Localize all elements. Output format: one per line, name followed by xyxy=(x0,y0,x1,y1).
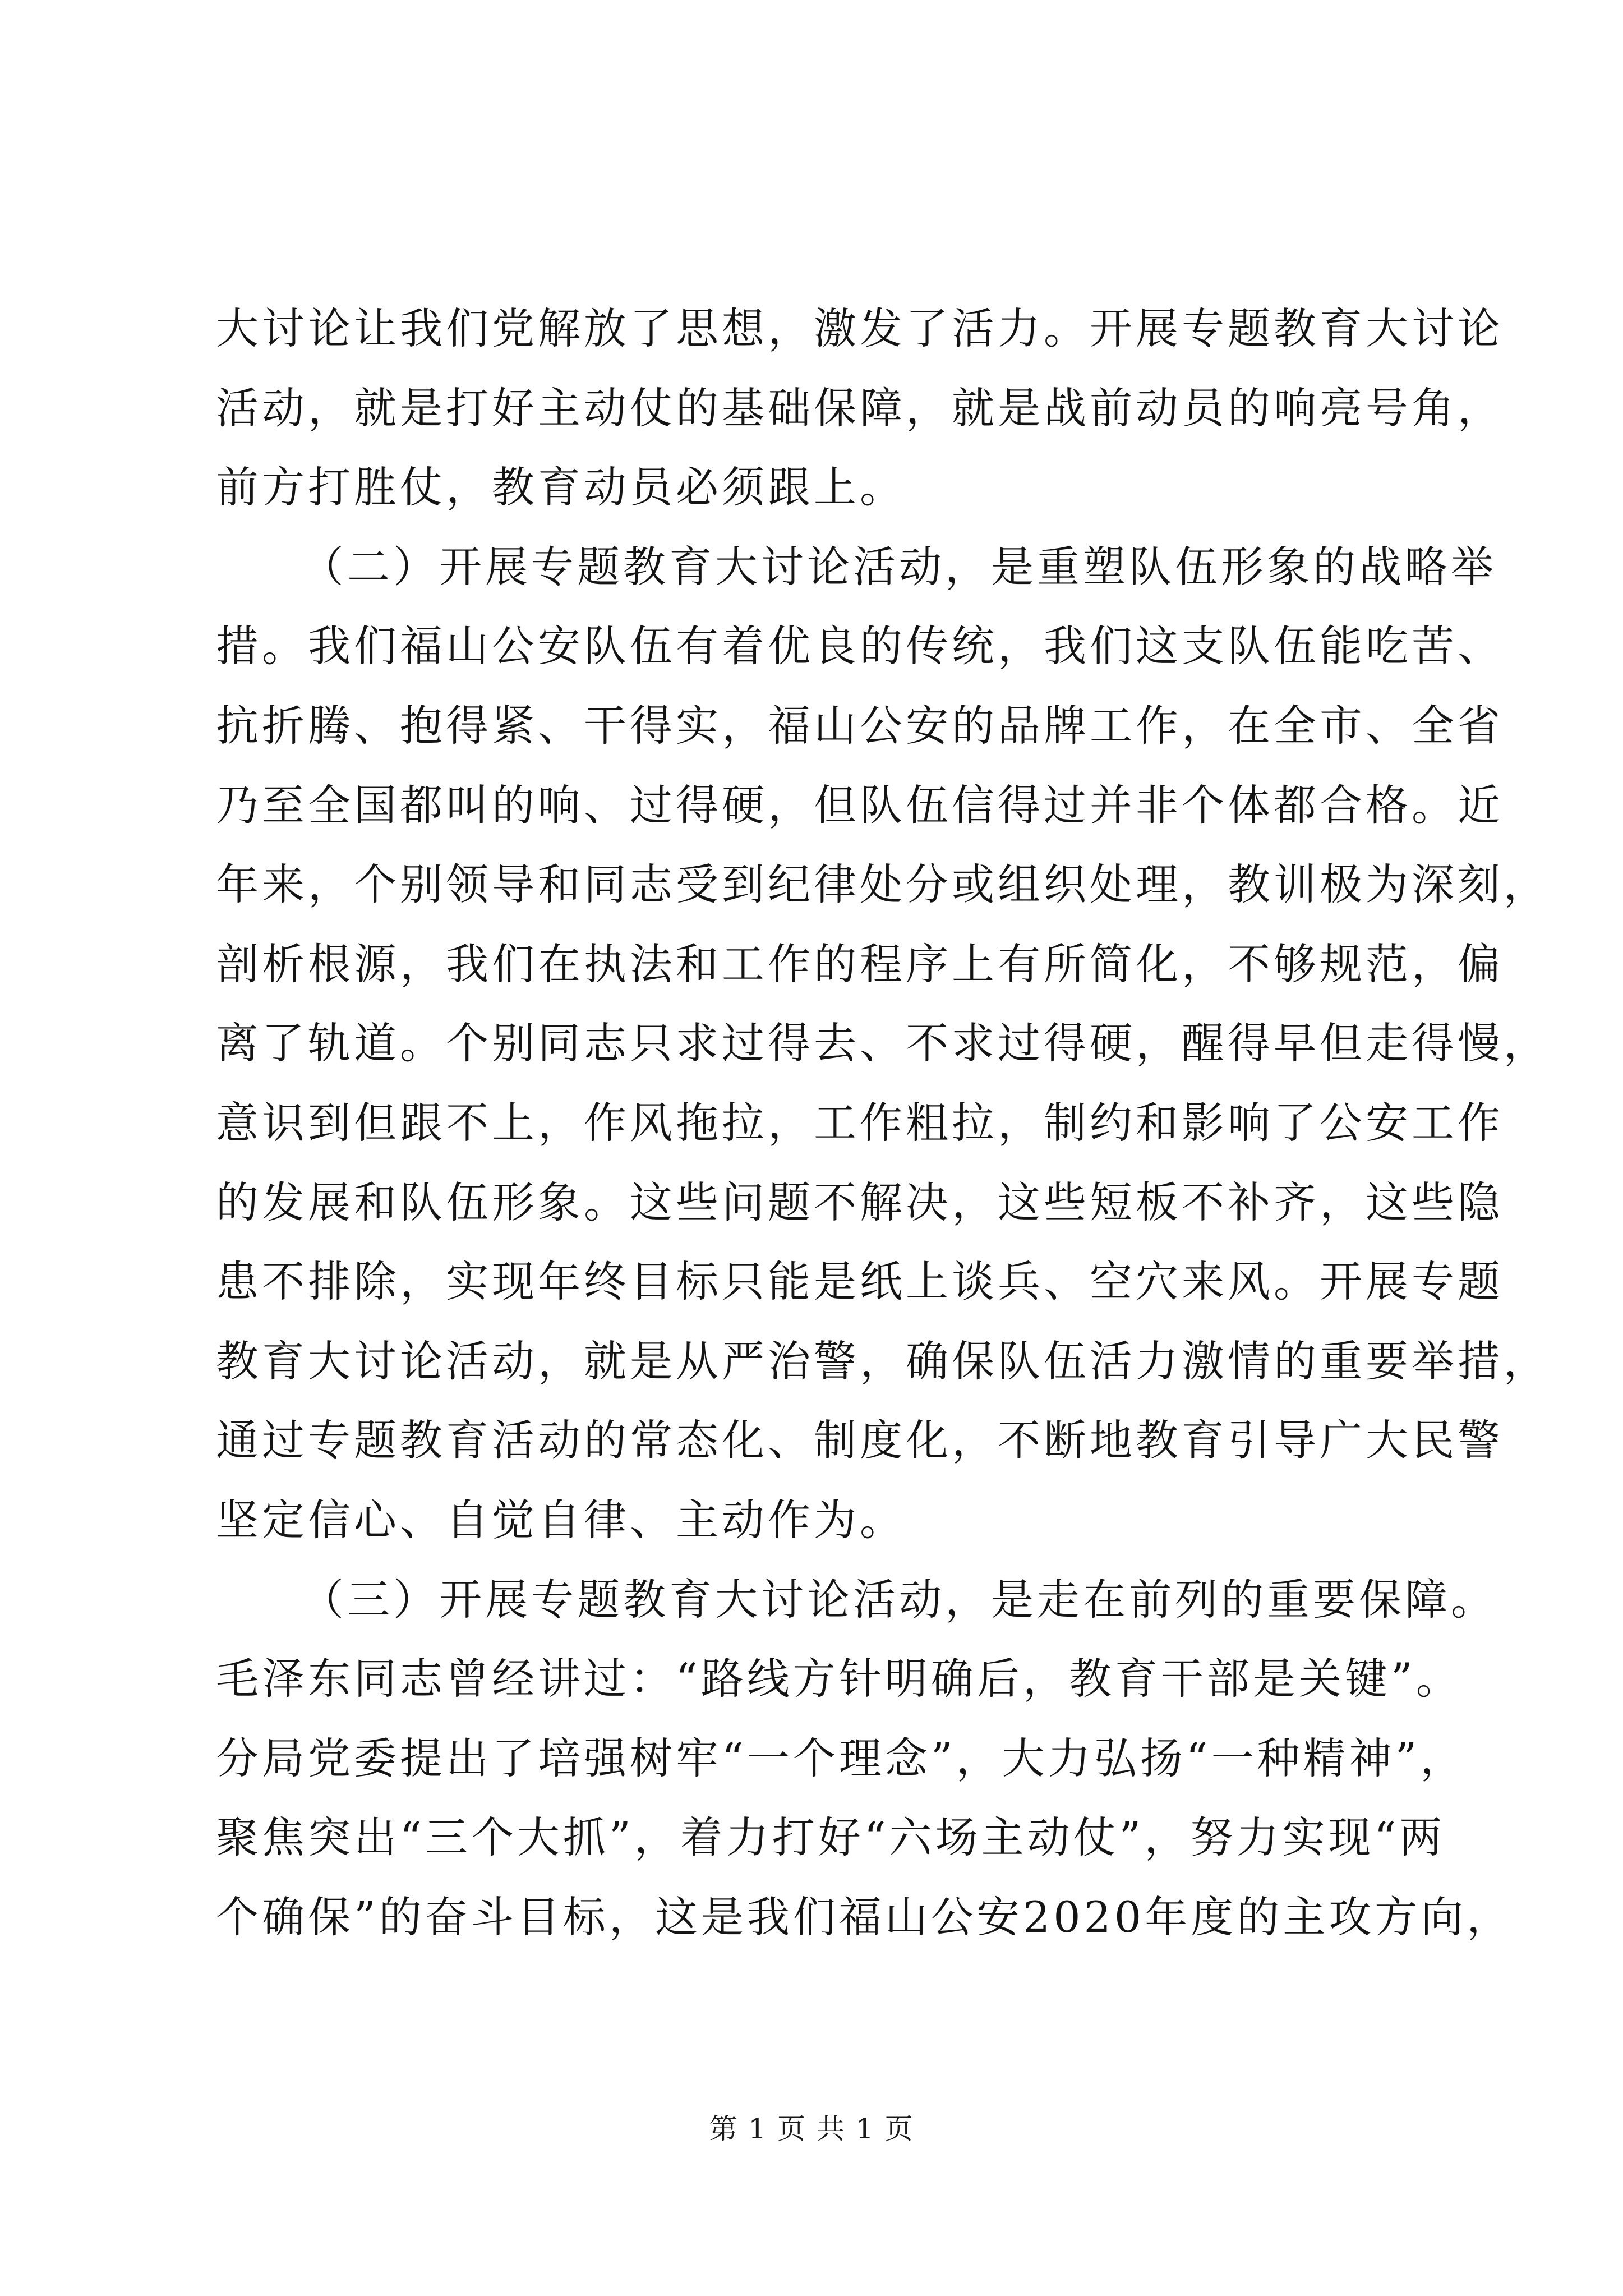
body-line-7: 乃至全国都叫的响、过得硬，但队伍信得过并非个体都合格。近 xyxy=(216,780,1504,830)
body-line-11: 意识到但跟不上，作风拖拉，工作粗拉，制约和影响了公安工作 xyxy=(216,1097,1504,1148)
page-number-label: 第 1 页 共 1 页 xyxy=(709,2113,914,2145)
section-heading-two: （二）开展专题教育大讨论活动，是重塑队伍形象的战略举 xyxy=(301,541,1497,592)
body-line-12: 的发展和队伍形象。这些问题不解决，这些短板不补齐，这些隐 xyxy=(216,1177,1504,1227)
body-line-6: 抗折腾、抱得紧、干得实，福山公安的品牌工作，在全市、全省 xyxy=(216,700,1504,751)
body-line-3: 前方打胜仗，教育动员必须跟上。 xyxy=(216,462,906,513)
body-line-2: 活动，就是打好主动仗的基础保障，就是战前动员的响亮号角， xyxy=(216,383,1504,433)
body-line-16: 坚定信心、自觉自律、主动作为。 xyxy=(216,1494,906,1545)
body-line-19: 分局党委提出了培强树牢“一个理念”，大力弘扬“一种精神”， xyxy=(216,1733,1467,1783)
document-body xyxy=(216,289,1550,1957)
body-line-8: 年来，个别领导和同志受到纪律处分或组织处理，教训极为深刻， xyxy=(216,859,1550,910)
body-line-14: 教育大讨论活动，就是从严治警，确保队伍活力激情的重要举措， xyxy=(216,1336,1550,1386)
body-line-9: 剖析根源，我们在执法和工作的程序上有所简化，不够规范，偏 xyxy=(216,938,1504,989)
body-line-13: 患不排除，实现年终目标只能是纸上谈兵、空穴来风。开展专题 xyxy=(216,1257,1504,1307)
section-heading-three: （三）开展专题教育大讨论活动，是走在前列的重要保障。 xyxy=(301,1574,1497,1625)
page-footer xyxy=(0,2109,1623,2148)
body-line-18: 毛泽东同志曾经讲过：“路线方针明确后，教育干部是关键”。 xyxy=(216,1654,1462,1704)
body-line-5: 措。我们福山公安队伍有着优良的传统，我们这支队伍能吃苦、 xyxy=(216,621,1504,671)
body-line-10: 离了轨道。个别同志只求过得去、不求过得硬，醒得早但走得慢， xyxy=(216,1018,1550,1069)
body-line-21: 个确保”的奋斗目标，这是我们福山公安2020年度的主攻方向， xyxy=(216,1892,1513,1942)
body-line-1: 大讨论让我们党解放了思想，激发了活力。开展专题教育大讨论 xyxy=(216,303,1504,353)
body-line-20: 聚焦突出“三个大抓”，着力打好“六场主动仗”，努力实现“两 xyxy=(216,1812,1446,1863)
body-line-15: 通过专题教育活动的常态化、制度化，不断地教育引导广大民警 xyxy=(216,1415,1504,1466)
